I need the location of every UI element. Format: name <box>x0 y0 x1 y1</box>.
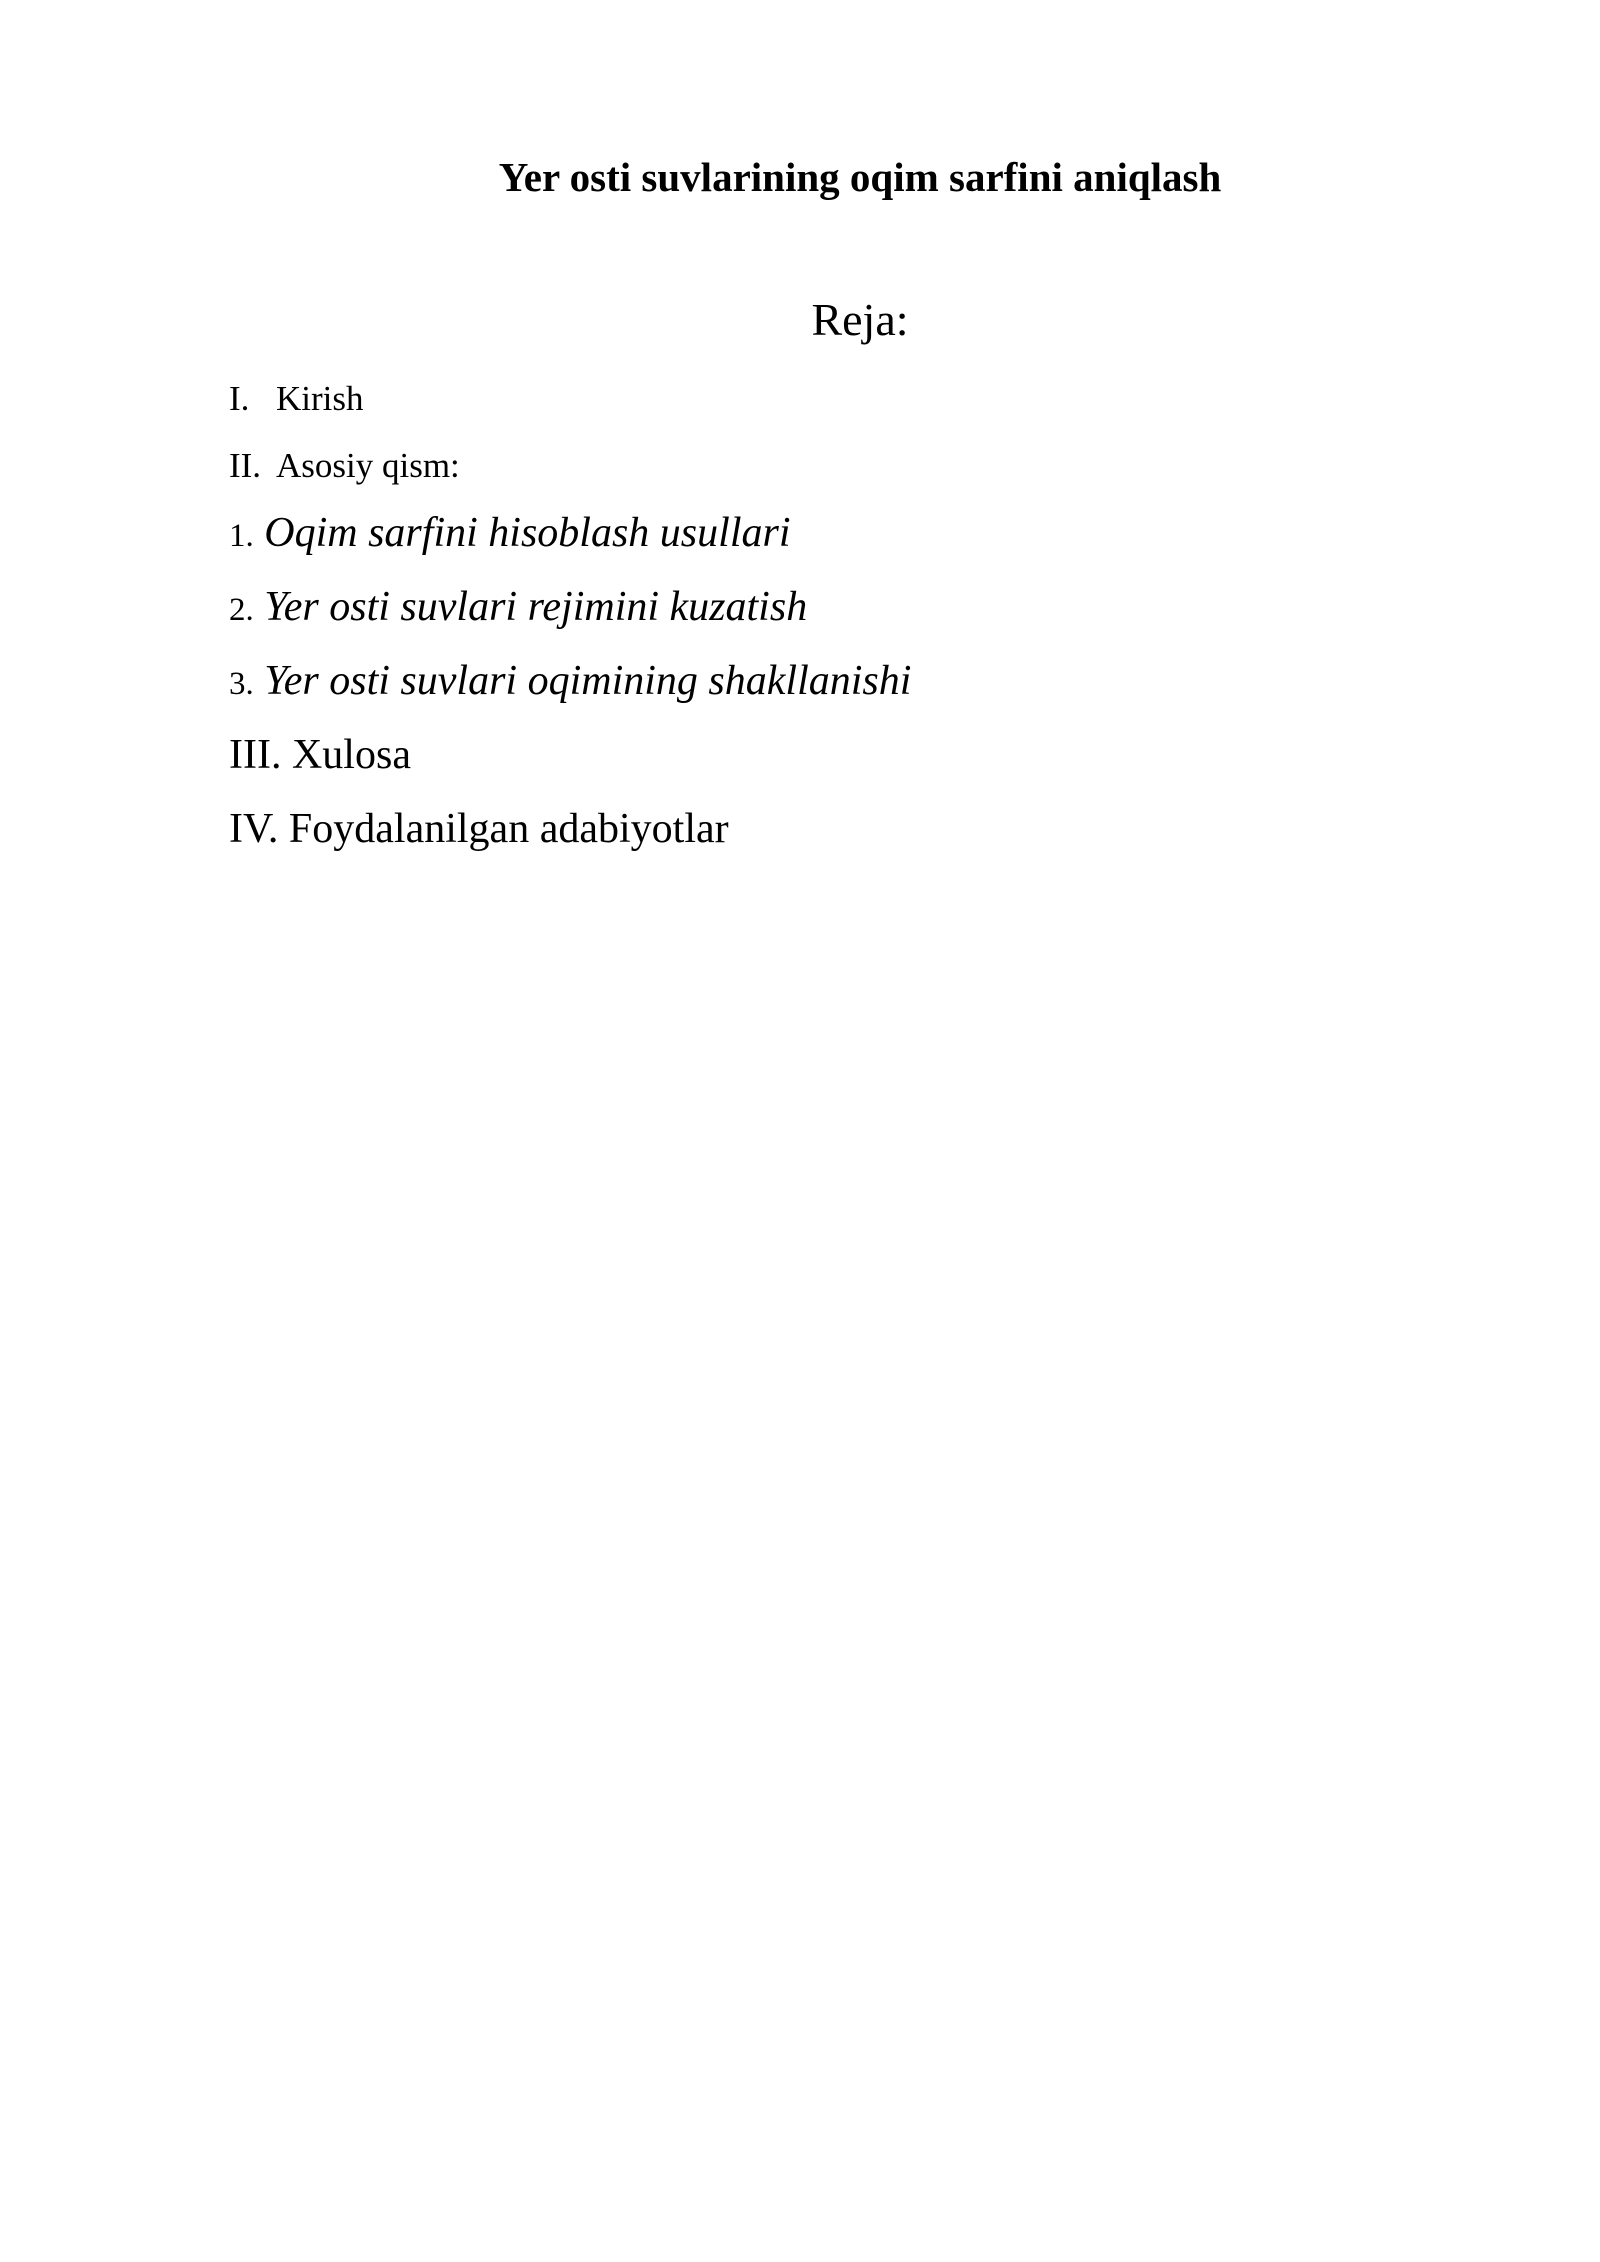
plan-item-text: Asosiy qism: <box>276 446 460 485</box>
plan-item-number: 2. <box>229 592 254 628</box>
plan-item-number: IV. <box>229 806 279 852</box>
plan-item-asosiy-qism <box>229 443 460 489</box>
plan-item-text: Yer osti suvlari oqimining shakllanishi <box>264 658 912 704</box>
plan-item-number: 3. <box>229 666 254 702</box>
plan-item-text: Oqim sarfini hisoblash usullari <box>264 510 791 556</box>
document-title: Yer osti suvlarining oqim sarfini aniqlash <box>498 154 1222 200</box>
plan-item-number: III. <box>229 732 282 778</box>
plan-item-number: II. <box>229 446 262 485</box>
plan-item-number: 1. <box>229 518 254 554</box>
plan-item-text: Yer osti suvlari rejimini kuzatish <box>264 584 808 630</box>
plan-item-text: Foydalanilgan adabiyotlar <box>288 806 729 852</box>
plan-item-text: Xulosa <box>291 732 411 778</box>
plan-subitem-2 <box>229 579 807 638</box>
plan-item-number: I. <box>229 379 250 418</box>
plan-item-xulosa <box>229 727 411 783</box>
plan-item-text: Kirish <box>276 379 364 418</box>
plan-heading: Reja: <box>811 294 909 345</box>
plan-item-adabiyotlar <box>229 801 729 857</box>
plan-item-kirish <box>229 376 364 422</box>
plan-subitem-1 <box>229 505 791 564</box>
plan-subitem-3 <box>229 653 911 712</box>
